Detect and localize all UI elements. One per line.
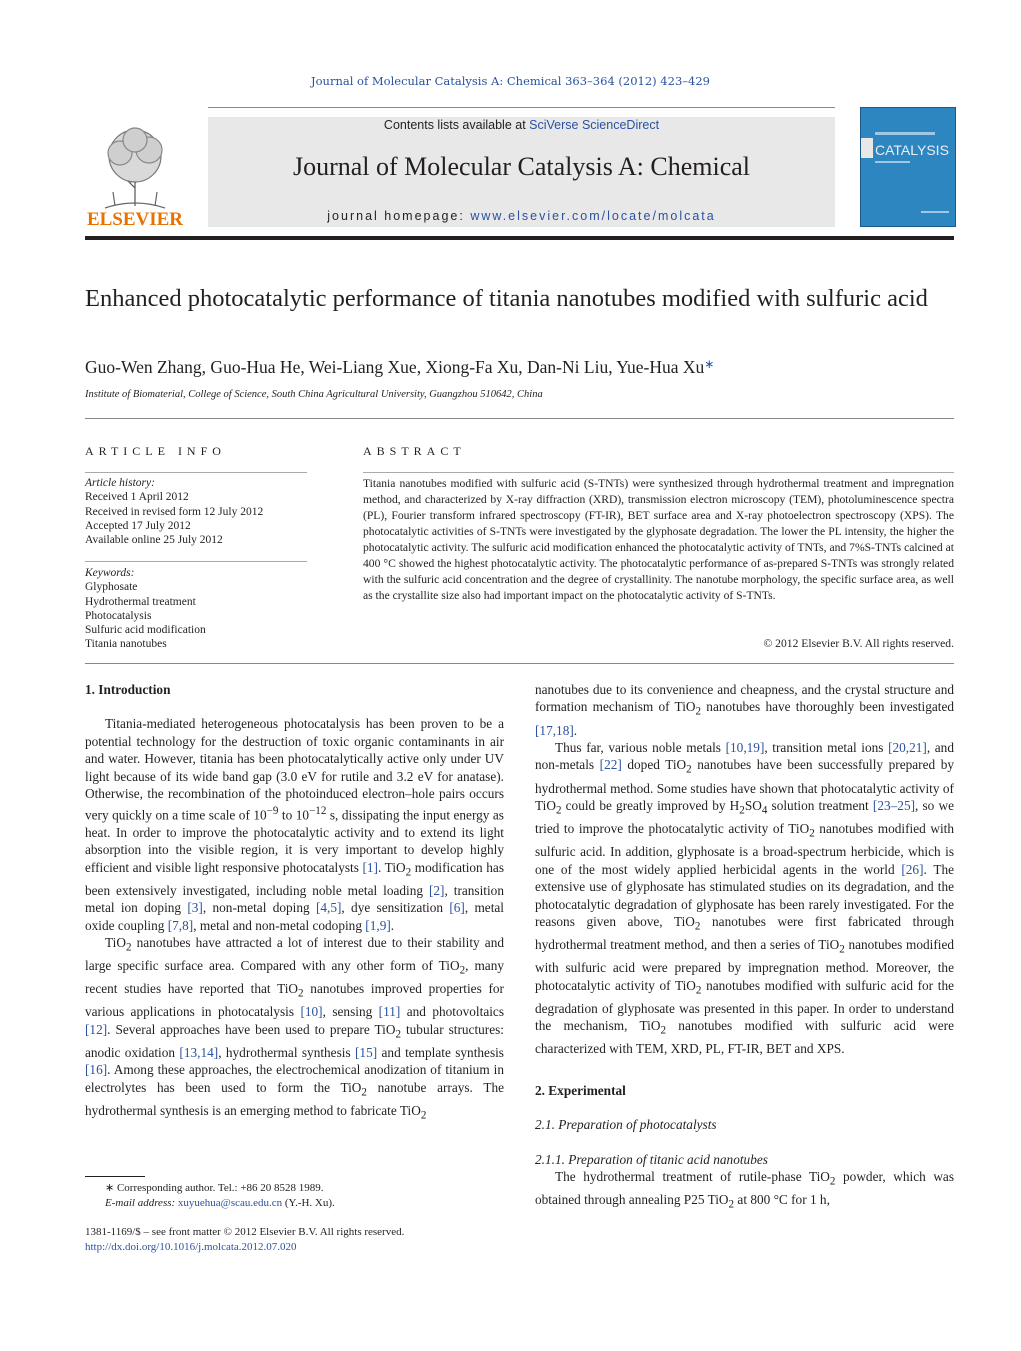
history-item: Received 1 April 2012 bbox=[85, 491, 189, 504]
body-rule bbox=[85, 663, 954, 664]
citation-link[interactable]: [6] bbox=[449, 900, 465, 916]
citation-link[interactable]: [3] bbox=[187, 900, 203, 916]
doi-link[interactable]: http://dx.doi.org/10.1016/j.molcata.2012.07.020 bbox=[85, 1241, 297, 1253]
history-item: Accepted 17 July 2012 bbox=[85, 519, 191, 532]
corresponding-author-note: ∗ Corresponding author. Tel.: +86 20 8528 1989. bbox=[105, 1182, 324, 1194]
keyword: Hydrothermal treatment bbox=[85, 595, 196, 608]
authors-text: Guo-Wen Zhang, Guo-Hua He, Wei-Liang Xue, Xiong-Fa Xu, Dan-Ni Liu, Yue-Hua Xu bbox=[85, 357, 705, 377]
citation-link[interactable]: [4,5] bbox=[315, 900, 342, 916]
section-heading-experimental: 2. Experimental bbox=[535, 1082, 626, 1098]
affiliation: Institute of Biomaterial, College of Science, South China Agricultural University, Guangzhou 510642, China bbox=[85, 389, 543, 400]
citation-link[interactable]: [12] bbox=[85, 1021, 108, 1037]
article-info-rule bbox=[85, 472, 307, 473]
citation-link[interactable]: [26] bbox=[901, 861, 924, 877]
section-heading-introduction: 1. Introduction bbox=[85, 682, 171, 697]
copyright: © 2012 Elsevier B.V. All rights reserved. bbox=[763, 637, 954, 650]
citation-link[interactable]: [17,18] bbox=[535, 722, 574, 738]
abstract-text: Titania nanotubes modified with sulfuric acid (S-TNTs) were synthesized through hydrothermal treatment and impregnation method, and characterized by X-ray diffraction (XRD), transmission electron microscopy (TEM), photoluminescence spectra (PL), Fourier transform infrared spectroscopy (FT-IR), BET surface area and X-ray photoelectron spectroscopy (XPS). The photocatalytic activities of S-TNTs were investigated by the glyphosate degradation. The lower the PL intensity, the higher the photocatalytic activity. The sulfuric acid modification enhanced the photocatalytic activity of TNTs, and 7%S-TNTs calcined at 400 °C showed the highest photocatalytic activity. The photocatalytic performance of as-prepared S-TNTs was strongly related with the sulfuric acid concentration and the degree of crystallinity. The nanotube morphology, the specific surface area, as well as the crystallite size also had important impact on the photocatalytic activity of S-TNTs. bbox=[363, 477, 954, 602]
email-note bbox=[85, 1196, 505, 1211]
citation-link[interactable]: [13,14] bbox=[179, 1044, 219, 1060]
paragraph: Thus far, various noble metals [10,19], transition metal ions [20,21], and non-metals [22] doped TiO$_2$ nanotubes have been successfully prepared by hydrothermal method. Some studies have shown that photocatalytic activity of TiO$_2$ could be greatly improved by $H_2SO_4$ solution treatment [23–25], so we tried to improve the photocatalytic activity of TiO$_2$ nanotubes modified with sulfuric acid. In addition, glyphosate is a broad-spectrum herbicide, which is one of the most widely applied herbicidal agents in the world [26]. The extensive use of glyphosate has stimulated studies on its degradation, and the photocatalytic degradation of glyphosate has been rarely investigated. For the reasons given above, TiO$_2$ nanotubes were first fabricated through hydrothermal treatment method, and then a series of TiO$_2$ nanotubes modified with sulfuric acid were prepared by impregnation method. Moreover, the photocatalytic activity of TiO$_2$ nanotubes modified with sulfuric acid for the degradation of glyphosate was presented in this paper. In order to understand the mechanism, TiO$_2$ nanotubes modified with sulfuric acid were characterized with TEM, XRD, PL, FT-IR, BET and XPS. bbox=[535, 740, 955, 1057]
issn-line: 1381-1169/$ – see front matter © 2012 Elsevier B.V. All rights reserved. bbox=[85, 1226, 405, 1238]
abstract-rule bbox=[363, 472, 954, 473]
subsubsection-heading: 2.1.1. Preparation of titanic acid nanotubes bbox=[535, 1151, 768, 1167]
journal-citation[interactable]: Journal of Molecular Catalysis A: Chemical 363–364 (2012) 423–429 bbox=[311, 74, 710, 88]
paragraph: TiO$_2$ nanotubes have attracted a lot of interest due to their stability and large specific surface area. Compared with any other form of TiO$_2$, many recent studies have reported that TiO$_2$ nanotubes improved properties for various applications in photocatalysis [10], sensing [11] and photovoltaics [12]. Several approaches have been used to prepare TiO$_2$ tubular structures: anodic oxidation [13,14], hydrothermal synthesis [15] and template synthesis [16]. Among these approaches, the electrochemical anodization of titanium in electrolytes has been used to form the TiO$_2$ nanotube arrays. The hydrothermal synthesis is an emerging method to fabricate TiO$_2$ bbox=[85, 934, 504, 1122]
citation-link[interactable]: [11] bbox=[378, 1004, 401, 1020]
cover-title: CATALYSIS bbox=[875, 142, 949, 158]
journal-cover bbox=[860, 107, 956, 227]
citation-link[interactable]: [20,21] bbox=[888, 740, 927, 756]
front-matter bbox=[85, 1225, 505, 1255]
keywords bbox=[85, 566, 307, 652]
keyword: Glyphosate bbox=[85, 581, 138, 594]
keyword: Titania nanotubes bbox=[85, 638, 167, 651]
journal-homepage bbox=[208, 209, 835, 223]
citation-link[interactable]: [10] bbox=[300, 1004, 323, 1020]
citation-link[interactable]: [23–25] bbox=[872, 798, 916, 814]
cover-art bbox=[861, 108, 955, 226]
body-column-left bbox=[85, 681, 504, 1125]
header-rule bbox=[208, 107, 835, 108]
citation-link[interactable]: [7,8] bbox=[167, 917, 194, 933]
homepage-link[interactable]: www.elsevier.com/locate/molcata bbox=[470, 209, 716, 223]
citation-link[interactable]: [1] bbox=[362, 859, 378, 875]
subsection-heading: 2.1. Preparation of photocatalysts bbox=[535, 1117, 717, 1133]
elsevier-logo-text: ELSEVIER bbox=[86, 209, 184, 228]
abstract-heading: ABSTRACT bbox=[363, 444, 466, 458]
article-title: Enhanced photocatalytic performance of titania nanotubes modified with sulfuric acid bbox=[85, 285, 928, 312]
affiliation-rule bbox=[85, 418, 954, 419]
keyword: Sulfuric acid modification bbox=[85, 624, 206, 637]
footnote-rule bbox=[85, 1176, 145, 1177]
corresponding-author-mark[interactable]: ∗ bbox=[704, 357, 715, 371]
body-column-right bbox=[535, 681, 954, 1214]
keywords-rule bbox=[85, 561, 307, 562]
citation-link[interactable]: [15] bbox=[355, 1044, 378, 1060]
keyword: Photocatalysis bbox=[85, 609, 152, 622]
paragraph: The hydrothermal treatment of rutile-phase TiO$_2$ powder, which was obtained through annealing P25 TiO$_2$ at 800 °C for 1 h, bbox=[535, 1169, 954, 1211]
citation-link[interactable]: [16] bbox=[85, 1062, 108, 1078]
email-link[interactable]: xuyuehua@scau.edu.cn bbox=[177, 1197, 283, 1209]
citation-link[interactable]: [10,19] bbox=[725, 740, 765, 756]
article-history bbox=[85, 476, 307, 547]
paragraph: Titania-mediated heterogeneous photocatalysis has been proven to be a potential technology for the destruction of toxic organic contaminants in air and water. However, titania has been photocatalytically active only under UV light because of its wide band gap (3.0 eV for rutile and 3.2 eV for anatase). Otherwise, the recombination of the photoinduced electron–hole pairs occurs very quickly on a time scale of $10^{-9}$ to $10^{-12}$ s, dissipating the input energy as heat. In order to improve the photocatalytic activity and to extend its light absorption into the visible region, it is very important to develop highly efficient and visible light responsive photocatalysts [1]. TiO$_2$ modification has been extensively investigated, including noble metal loading [2], transition metal ion doping [3], non-metal doping [4,5], dye sensitization [6], metal oxide coupling [7,8], metal and non-metal codoping [1,9]. bbox=[85, 716, 504, 933]
citation-link[interactable]: [22] bbox=[599, 757, 622, 773]
header-thick-rule bbox=[85, 236, 954, 240]
history-item: Received in revised form 12 July 2012 bbox=[85, 505, 264, 518]
history-item: Available online 25 July 2012 bbox=[85, 534, 223, 547]
footnotes bbox=[85, 1181, 505, 1211]
homepage-label: journal homepage: bbox=[327, 209, 471, 223]
email-label: E-mail address: bbox=[105, 1197, 176, 1209]
history-label: Article history: bbox=[85, 477, 155, 489]
sciencedirect-link[interactable]: SciVerse ScienceDirect bbox=[529, 118, 660, 132]
contents-prefix: Contents lists available at bbox=[383, 118, 530, 132]
paragraph: nanotubes due to its convenience and cheapness, and the crystal structure and formation mechanism of TiO$_2$ nanotubes have thoroughly been investigated [17,18]. bbox=[535, 682, 954, 738]
article-info-heading: ARTICLE INFO bbox=[85, 444, 226, 458]
author-list bbox=[85, 357, 955, 378]
elsevier-logo bbox=[85, 118, 185, 228]
citation-link[interactable]: [2] bbox=[428, 882, 445, 898]
contents-line bbox=[208, 118, 835, 132]
keywords-label: Keywords: bbox=[85, 567, 135, 579]
citation-link[interactable]: [1,9] bbox=[365, 917, 391, 933]
journal-title: Journal of Molecular Catalysis A: Chemical bbox=[292, 152, 751, 181]
email-suffix: (Y.-H. Xu). bbox=[282, 1197, 335, 1209]
